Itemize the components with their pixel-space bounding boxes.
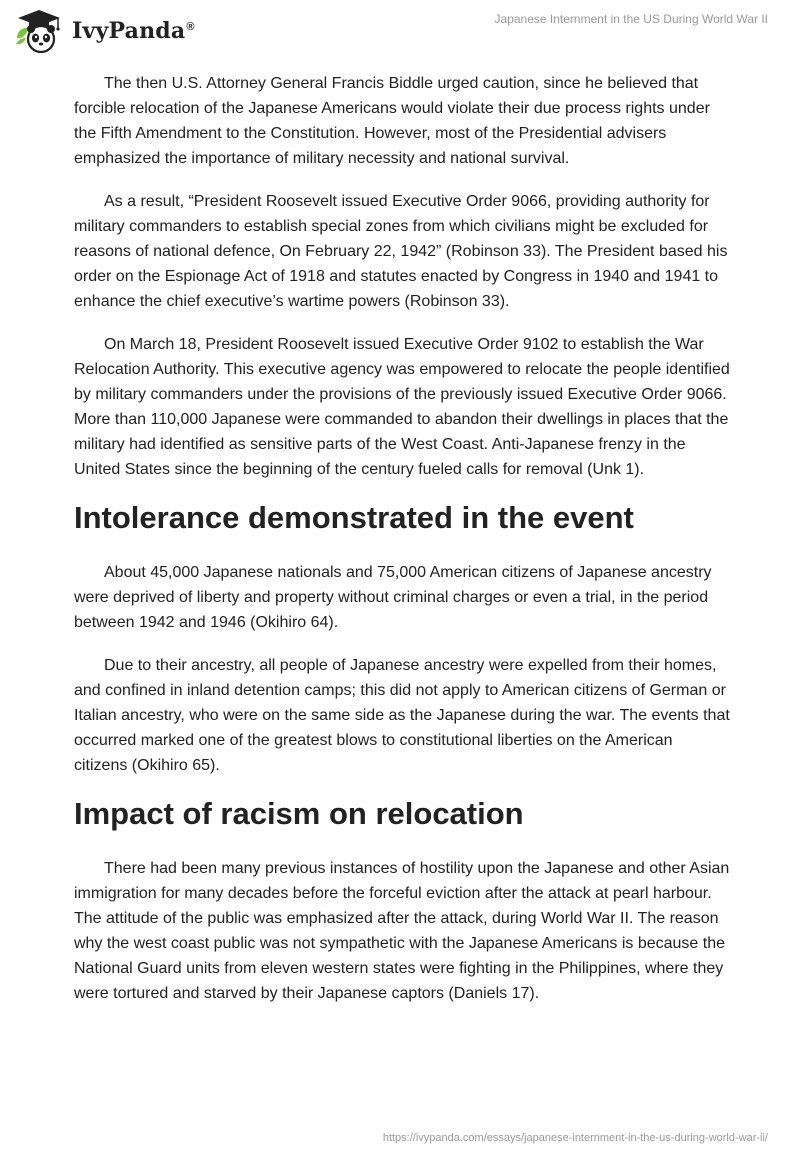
ivypanda-logo-link[interactable]: [14, 8, 195, 54]
essay-body: [74, 71, 730, 1024]
paragraph-executive-order-9066: As a result, “President Roosevelt issued Executive Order 9066, providing authority for military commanders to establish special zones from which civilians might be excluded for reasons of national defence, On February 22, 1942” (Robinson 33). The President based his order on the Espionage Act of 1918 and statutes enacted by Congress in 1940 and 1941 to enhance the chief executive’s wartime powers (Robinson 33).: [74, 193, 728, 310]
document-title: Japanese Internment in the US During World War II: [494, 12, 768, 26]
paragraph-hostility: There had been many previous instances of hostility upon the Japanese and other Asian immigration for many decades before the forceful eviction after the attack at pearl harbour. The attitude of the public was emphasized after the attack, during World War II. The reason why the west coast public was not sympathetic with the Japanese Americans is because the National Guard units from eleven western states were fighting in the Philippines, where they were tortured and starved by their Japanese captors (Daniels 17).: [74, 860, 730, 1002]
heading-intolerance: Intolerance demonstrated in the event: [74, 500, 634, 535]
paragraph-deprived-liberty: About 45,000 Japanese nationals and 75,000 American citizens of Japanese ancestry were deprived of liberty and property without criminal charges or even a trial, in the period between 1942 and 1946 (Okihiro 64).: [74, 564, 712, 631]
source-url-link[interactable]: https://ivypanda.com/essays/japanese-internment-in-the-us-during-world-war-ii/: [382, 1132, 768, 1144]
paragraph-biddle: The then U.S. Attorney General Francis Biddle urged caution, since he believed that forcible relocation of the Japanese Americans would violate their due process rights under the Fifth Amendment to the Constitution. However, most of the Presidential advisers emphasized the importance of military necessity and national survival.: [74, 75, 710, 167]
registered-mark: ®: [186, 20, 195, 33]
paragraph-executive-order-9102: On March 18, President Roosevelt issued Executive Order 9102 to establish the War Relocation Authority. This executive agency was empowered to relocate the people identified by military commanders under the provisions of the previously issued Executive Order 9066. More than 110,000 Japanese were commanded to abandon their dwellings in places that the military had identified as sensitive parts of the West Coast. Anti-Japanese frenzy in the United States since the beginning of the century fueled calls for removal (Unk 1).: [74, 336, 730, 478]
heading-racism-impact: Impact of racism on relocation: [74, 796, 524, 831]
paragraph-ancestry-expelled: Due to their ancestry, all people of Japanese ancestry were expelled from their homes, and confined in inland detention camps; this did not apply to American citizens of German or Italian ancestry, who were on the same side as the Japanese during the war. The events that occurred marked one of the greatest blows to constitutional liberties on the American citizens (Okihiro 65).: [74, 657, 730, 774]
page-header: [0, 0, 800, 60]
panda-graduate-icon: [14, 8, 64, 54]
brand-name: IvyPanda®: [72, 18, 195, 44]
